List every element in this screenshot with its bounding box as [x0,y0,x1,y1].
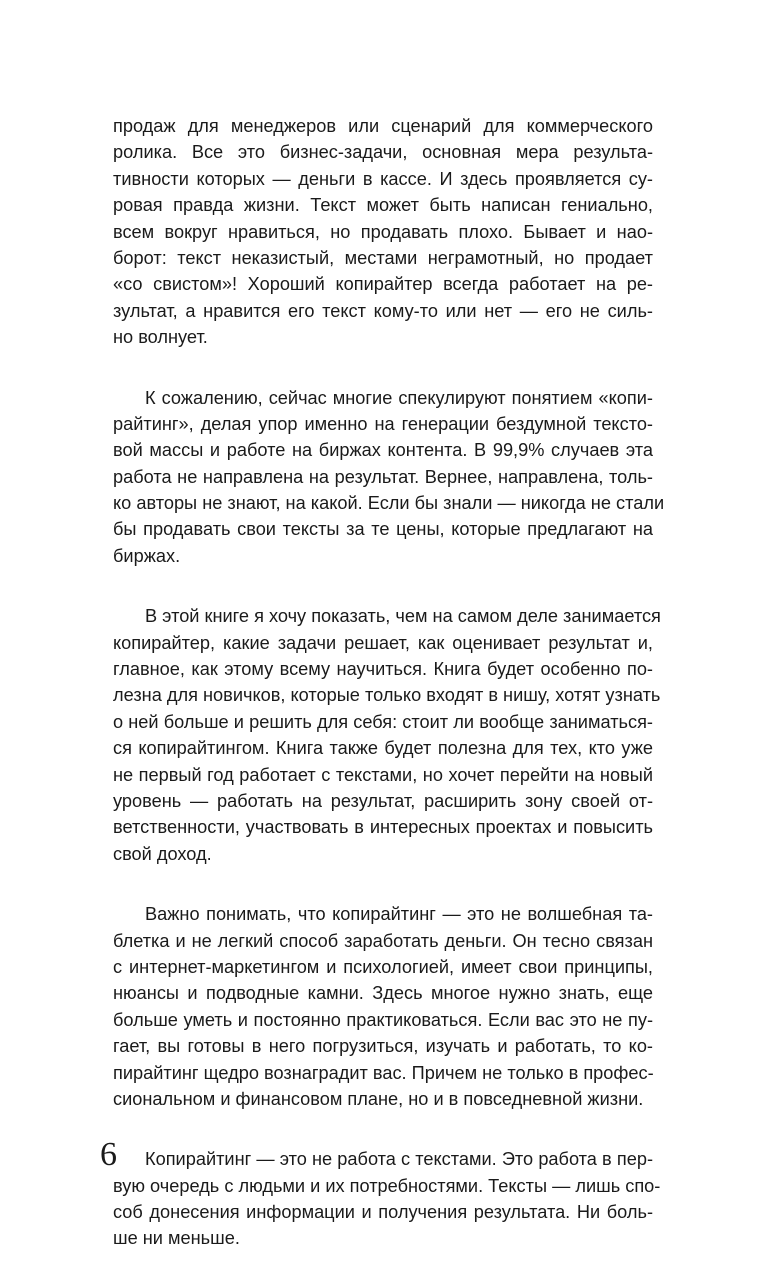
text-line: больше уметь и постоянно практиковаться. Если вас это не пу- [113,1009,653,1030]
paragraph-1 [113,113,653,351]
text-line: не первый год работает с текстами, но хочет перейти на новый [113,764,653,785]
text-line: ся копирайтингом. Книга также будет полезна для тех, кто уже [113,738,653,759]
paragraph-5 [113,1146,661,1252]
text-line: «со свистом»! Хороший копирайтер всегда работает на ре- [113,274,653,295]
text-line: биржах. [113,545,181,566]
text-line: К сожалению, сейчас многие спекулируют понятием «копи- [145,387,653,408]
text-line: ветственности, участвовать в интересных проектах и повысить [113,817,653,838]
text-line: ше ни меньше. [113,1228,240,1249]
text-line: всем вокруг нравиться, но продавать плохо. Бывает и нао- [113,221,653,242]
text-line: пирайтинг щедро вознаградит вас. Причем не только в профес- [113,1062,654,1083]
text-line: вой массы и работе на биржах контента. В 99,9% случаев эта [113,440,653,461]
text-line: тивности которых — деньги в кассе. И здесь проявляется су- [113,168,653,189]
text-line: о ней больше и решить для себя: стоит ли вообще заниматься- [113,711,653,732]
text-line: зультат, а нравится его текст кому-то или нет — его не силь- [113,300,653,321]
page-number: 6 [100,1136,117,1173]
text-line: продаж для менеджеров или сценарий для коммерческого [113,116,653,136]
text-line: ролика. Все это бизнес-задачи, основная мера результа- [113,142,653,163]
text-line: главное, как этому всему научиться. Книга будет особенно по- [113,659,653,680]
text-line: лезна для новичков, которые только входят в нишу, хотят узнать [113,685,661,706]
text-line: Важно понимать, что копирайтинг — это не волшебная та- [145,904,653,925]
paragraph-3 [113,603,661,867]
text-line: соб донесения информации и получения результата. Ни боль- [113,1202,653,1223]
text-line: сиональном и финансовом плане, но и в повседневной жизни. [113,1088,644,1109]
text-line: гает, вы готовы в него погрузиться, изучать и работать, то ко- [113,1036,653,1057]
text-line: блетка и не легкий способ заработать деньги. Он тесно связан [113,930,653,951]
page-body [113,113,665,1286]
text-line: работа не направлена на результат. Вернее, направлена, толь- [113,466,653,487]
paragraph-4 [113,901,653,1112]
text-line: райтинг», делая упор именно на генерации бездумной тексто- [113,413,653,434]
text-line: уровень — работать на результат, расширить зону своей от- [113,790,653,811]
text-line: В этой книге я хочу показать, чем на самом деле занимается [145,606,661,627]
text-line: копирайтер, какие задачи решает, как оценивает результат и, [113,632,653,653]
text-line: ко авторы не знают, на какой. Если бы знали — никогда не стали [113,493,665,514]
text-line: Копирайтинг — это не работа с текстами. Это работа в пер- [145,1149,653,1170]
paragraph-2 [113,385,665,570]
text-line: но волнует. [113,327,208,348]
text-line: ровая правда жизни. Текст может быть написан гениально, [113,195,653,216]
text-line: борот: текст неказистый, местами неграмотный, но продает [113,247,653,268]
text-line: нюансы и подводные камни. Здесь многое нужно знать, еще [113,983,653,1004]
text-line: с интернет-маркетингом и психологией, имеет свои принципы, [113,956,653,977]
text-line: бы продавать свои тексты за те цены, которые предлагают на [113,519,653,540]
text-line: свой доход. [113,843,212,864]
text-line: вую очередь с людьми и их потребностями. Тексты — лишь спо- [113,1175,661,1196]
